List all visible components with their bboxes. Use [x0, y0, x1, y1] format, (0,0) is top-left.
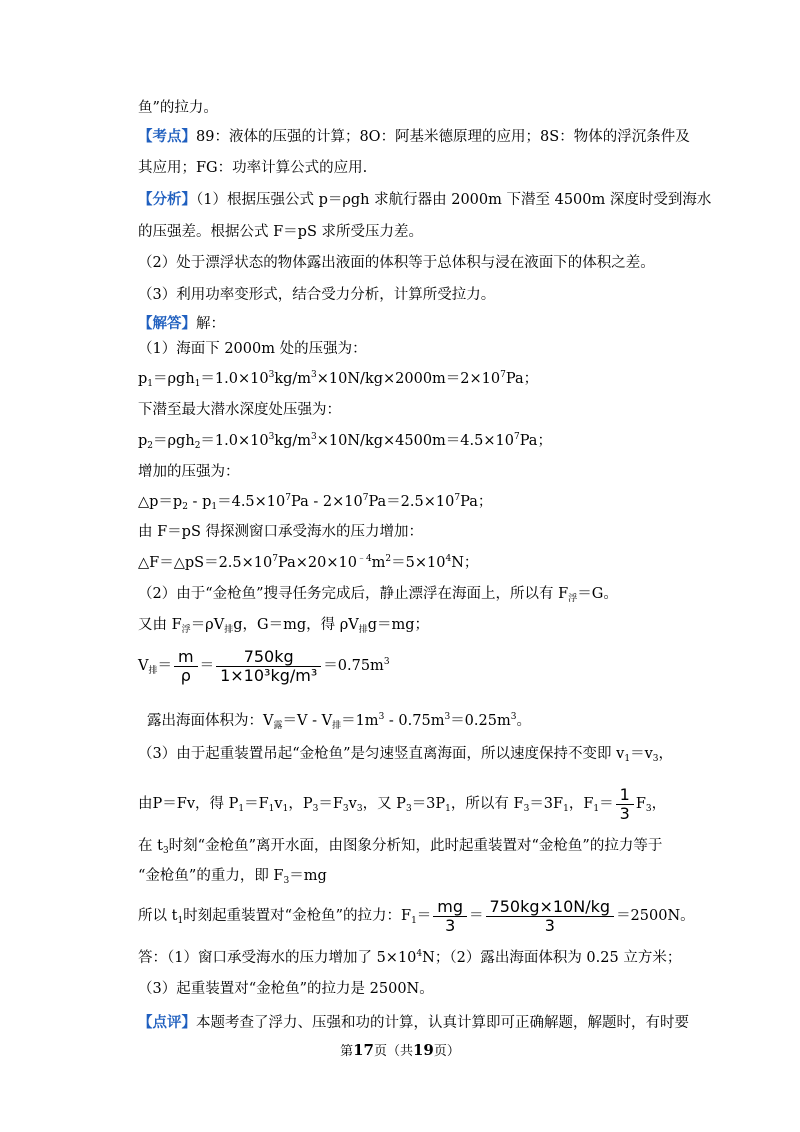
- text-line: [147, 711, 531, 731]
- t: 3: [311, 432, 317, 442]
- t: ，P: [288, 796, 313, 812]
- numerator: 750kg: [216, 648, 321, 667]
- t: 1: [147, 379, 154, 389]
- t: ×10N/kg×4500m＝4.5×10: [316, 433, 514, 449]
- t: （3）由于起重装置吊起“金枪鱼”是匀速竖直离海面，所以速度保持不变即 v: [138, 746, 625, 762]
- text-line: [138, 584, 618, 604]
- t: v: [274, 796, 283, 812]
- text-line: [138, 866, 327, 886]
- t: 3: [268, 432, 275, 442]
- denominator: ρ: [180, 665, 191, 685]
- t: 3: [312, 804, 319, 814]
- t: 3: [383, 657, 390, 667]
- t: “金枪鱼”的重力，即 F: [138, 868, 284, 884]
- t: ＝F: [318, 796, 343, 812]
- t: 3: [444, 712, 451, 722]
- t: ＝mg: [289, 868, 327, 884]
- t: - p: [187, 494, 212, 510]
- t: 由P＝Fv，得 P: [138, 796, 239, 812]
- t: Pa＝2.5×10: [368, 494, 455, 510]
- text-line: 鱼”的拉力。: [138, 100, 218, 116]
- numerator: mg: [433, 898, 467, 917]
- t: g＝mg；: [367, 617, 430, 633]
- denominator: 1×10³kg/m³: [220, 665, 318, 685]
- t: ＝v: [630, 746, 653, 762]
- fraction-line: [138, 646, 390, 686]
- formula-line: [138, 431, 552, 451]
- text-line: 增加的压强为：: [138, 464, 240, 480]
- t: 3: [283, 876, 290, 886]
- t: ＝F: [244, 796, 269, 812]
- t: 2: [147, 441, 154, 451]
- t: ，所以有 F: [450, 796, 524, 812]
- t: v: [348, 796, 357, 812]
- t: Pa - 2×10: [291, 494, 363, 510]
- t: 排: [358, 625, 368, 635]
- t: 时刻起重装置对“金枪鱼”的拉力：F: [183, 908, 412, 924]
- t: Pa；: [519, 433, 552, 449]
- fraction: [216, 648, 321, 685]
- t: ＝: [416, 908, 432, 924]
- t: ＝V - V: [282, 713, 333, 729]
- t: 3: [268, 370, 275, 380]
- jieda-line: [138, 314, 225, 334]
- denominator: 3: [544, 915, 555, 935]
- fenxi-text: （1）根据压强公式 p＝ρgh 求航行器由 2000m 下潜至 4500m 深度时受到海水: [196, 192, 712, 208]
- t: Pa×20×10: [277, 555, 357, 571]
- t: 3: [645, 804, 652, 814]
- t: 页（共: [373, 1044, 413, 1059]
- t: g，G＝mg，得 ρV: [233, 617, 359, 633]
- t: p: [138, 433, 148, 449]
- t: ＝1.0×10: [200, 433, 269, 449]
- t: ＝: [199, 658, 215, 674]
- t: 1: [624, 754, 631, 764]
- t: 3: [356, 804, 363, 814]
- text-line: [138, 615, 429, 635]
- t: 1: [411, 916, 417, 926]
- t: 1: [268, 804, 275, 814]
- t: 露: [273, 721, 283, 731]
- t: ＝1m: [341, 713, 379, 729]
- t: ＝3F: [529, 796, 564, 812]
- t: 排: [224, 625, 234, 635]
- t: ＝5×10: [391, 555, 446, 571]
- t: 7: [513, 432, 520, 442]
- t: △p＝p: [138, 494, 183, 510]
- t: 7: [454, 493, 461, 503]
- numerator: 750kg×10N/kg: [486, 898, 615, 917]
- t: ＝0.25m: [450, 713, 511, 729]
- dianping-text: 本题考查了浮力、压强和功的计算，认真计算即可正确解题，解题时，有时要: [196, 1015, 689, 1031]
- t: 又由 F: [138, 617, 182, 633]
- t: ，: [651, 796, 667, 812]
- t: ＝0.75m: [323, 658, 384, 674]
- kaodian-tag: 【考点】: [138, 128, 196, 145]
- t: 。: [516, 713, 531, 729]
- numerator: 1: [616, 786, 634, 805]
- t: 浮: [568, 594, 578, 604]
- numerator: m: [174, 648, 198, 667]
- t: △F＝△pS＝2.5×10: [138, 555, 273, 571]
- page-total: 19: [413, 1041, 434, 1059]
- t: ＝G。: [577, 586, 618, 602]
- text-line: 下潜至最大潜水深度处压强为：: [138, 402, 341, 418]
- t: 4: [445, 554, 452, 564]
- t: 3: [523, 804, 530, 814]
- t: F: [635, 796, 646, 812]
- t: 2: [182, 502, 188, 512]
- t: 1: [238, 804, 245, 814]
- t: 第: [340, 1044, 354, 1059]
- t: 3: [311, 370, 317, 380]
- t: 在 t: [138, 838, 163, 854]
- t: 时刻“金枪鱼”离开水面，由图象分析知，此时起重装置对“金枪鱼”的拉力等于: [168, 838, 663, 854]
- t: - 0.75m: [384, 713, 445, 729]
- t: ＝: [157, 658, 172, 674]
- t: 浮: [181, 625, 191, 635]
- t: 1: [211, 502, 218, 512]
- t: Pa；: [460, 494, 493, 510]
- t: 7: [272, 554, 278, 564]
- t: 1: [593, 804, 600, 814]
- t: ×10N/kg×2000m＝2×10: [316, 371, 501, 387]
- t: 排: [148, 666, 158, 676]
- fraction: [433, 898, 467, 935]
- kaodian-text: 89：液体的压强的计算；8O：阿基米德原理的应用；8S：物体的浮沉条件及: [196, 129, 690, 145]
- t: 3: [652, 754, 659, 764]
- t: 3: [162, 846, 169, 856]
- formula-line: [138, 553, 478, 573]
- t: ＝: [469, 908, 484, 924]
- t: 7: [362, 493, 369, 503]
- t: 答：（1）窗口承受海水的压力增加了 5×10: [138, 950, 417, 966]
- text-line: 的压强差。根据公式 F＝pS 求所受压力差。: [138, 224, 423, 240]
- dianping-tag: 【点评】: [138, 1014, 196, 1031]
- text-line: [138, 836, 662, 856]
- t: ，: [658, 746, 674, 762]
- t: 2: [194, 441, 201, 451]
- t: ，F: [568, 796, 594, 812]
- t: 3: [405, 804, 412, 814]
- jieda-tag: 【解答】: [138, 315, 196, 332]
- fraction-line: [138, 896, 695, 936]
- t: 7: [500, 370, 506, 380]
- t: 1: [194, 379, 201, 389]
- text-line: 其应用；FG：功率计算公式的应用.: [138, 160, 368, 176]
- t: ＝ρgh: [153, 371, 195, 387]
- jieda-text: 解：: [196, 316, 225, 332]
- text-line: 由 F＝pS 得探测窗口承受海水的压力增加：: [138, 524, 423, 540]
- t: ，又 P: [362, 796, 406, 812]
- t: 所以 t: [138, 908, 178, 924]
- t: N；: [451, 555, 479, 571]
- t: 3: [342, 804, 349, 814]
- t: ＝4.5×10: [217, 494, 286, 510]
- t: 3: [510, 712, 517, 722]
- t: 4: [416, 949, 423, 959]
- kaodian-line: [138, 127, 690, 147]
- fenxi-tag: 【分析】: [138, 191, 196, 208]
- t: ﹣4: [356, 554, 372, 564]
- t: kg/m: [274, 433, 312, 449]
- t: 1: [563, 804, 569, 814]
- t: p: [138, 371, 148, 387]
- t: V: [138, 658, 149, 674]
- page-footer: [0, 1040, 800, 1059]
- denominator: 3: [445, 915, 456, 935]
- t: 页）: [433, 1044, 460, 1059]
- fraction: [616, 786, 634, 823]
- t: （2）由于“金枪鱼”搜寻任务完成后，静止漂浮在海面上，所以有 F: [138, 586, 569, 602]
- text-line: （1）海面下 2000m 处的压强为：: [138, 341, 367, 357]
- t: ＝1.0×10: [200, 371, 269, 387]
- t: Pa；: [505, 371, 539, 387]
- t: N；（2）露出海面体积为 0.25 立方米；: [422, 950, 682, 966]
- fraction: [486, 898, 615, 935]
- t: 2: [385, 554, 392, 564]
- text-line: [138, 948, 681, 968]
- t: 露出海面体积为：V: [147, 713, 274, 729]
- dianping-line: [138, 1013, 689, 1033]
- formula-line: [138, 369, 538, 389]
- text-line: （3）利用功率变形式，结合受力分析，计算所受拉力。: [138, 287, 496, 303]
- t: 1: [177, 916, 184, 926]
- t: ＝ρV: [190, 617, 225, 633]
- t: ＝3P: [411, 796, 446, 812]
- text-line: [138, 744, 673, 764]
- t: m: [371, 555, 386, 571]
- t: ＝ρgh: [153, 433, 195, 449]
- fenxi-line: [138, 190, 711, 210]
- t: 1: [282, 804, 289, 814]
- fraction-line: [138, 784, 666, 824]
- t: kg/m: [274, 371, 312, 387]
- t: 7: [285, 493, 291, 503]
- formula-line: [138, 492, 492, 512]
- text-line: （3）起重装置对“金枪鱼”的拉力是 2500N。: [138, 981, 434, 997]
- denominator: 3: [619, 803, 630, 823]
- fraction: [174, 648, 198, 685]
- text-line: （2）处于漂浮状态的物体露出液面的体积等于总体积与浸在液面下的体积之差。: [138, 255, 655, 271]
- t: ＝: [599, 796, 614, 812]
- t: 1: [445, 804, 451, 814]
- t: 排: [332, 721, 342, 731]
- t: ＝2500N。: [616, 908, 695, 924]
- t: 3: [378, 712, 385, 722]
- page-number: 17: [353, 1041, 374, 1059]
